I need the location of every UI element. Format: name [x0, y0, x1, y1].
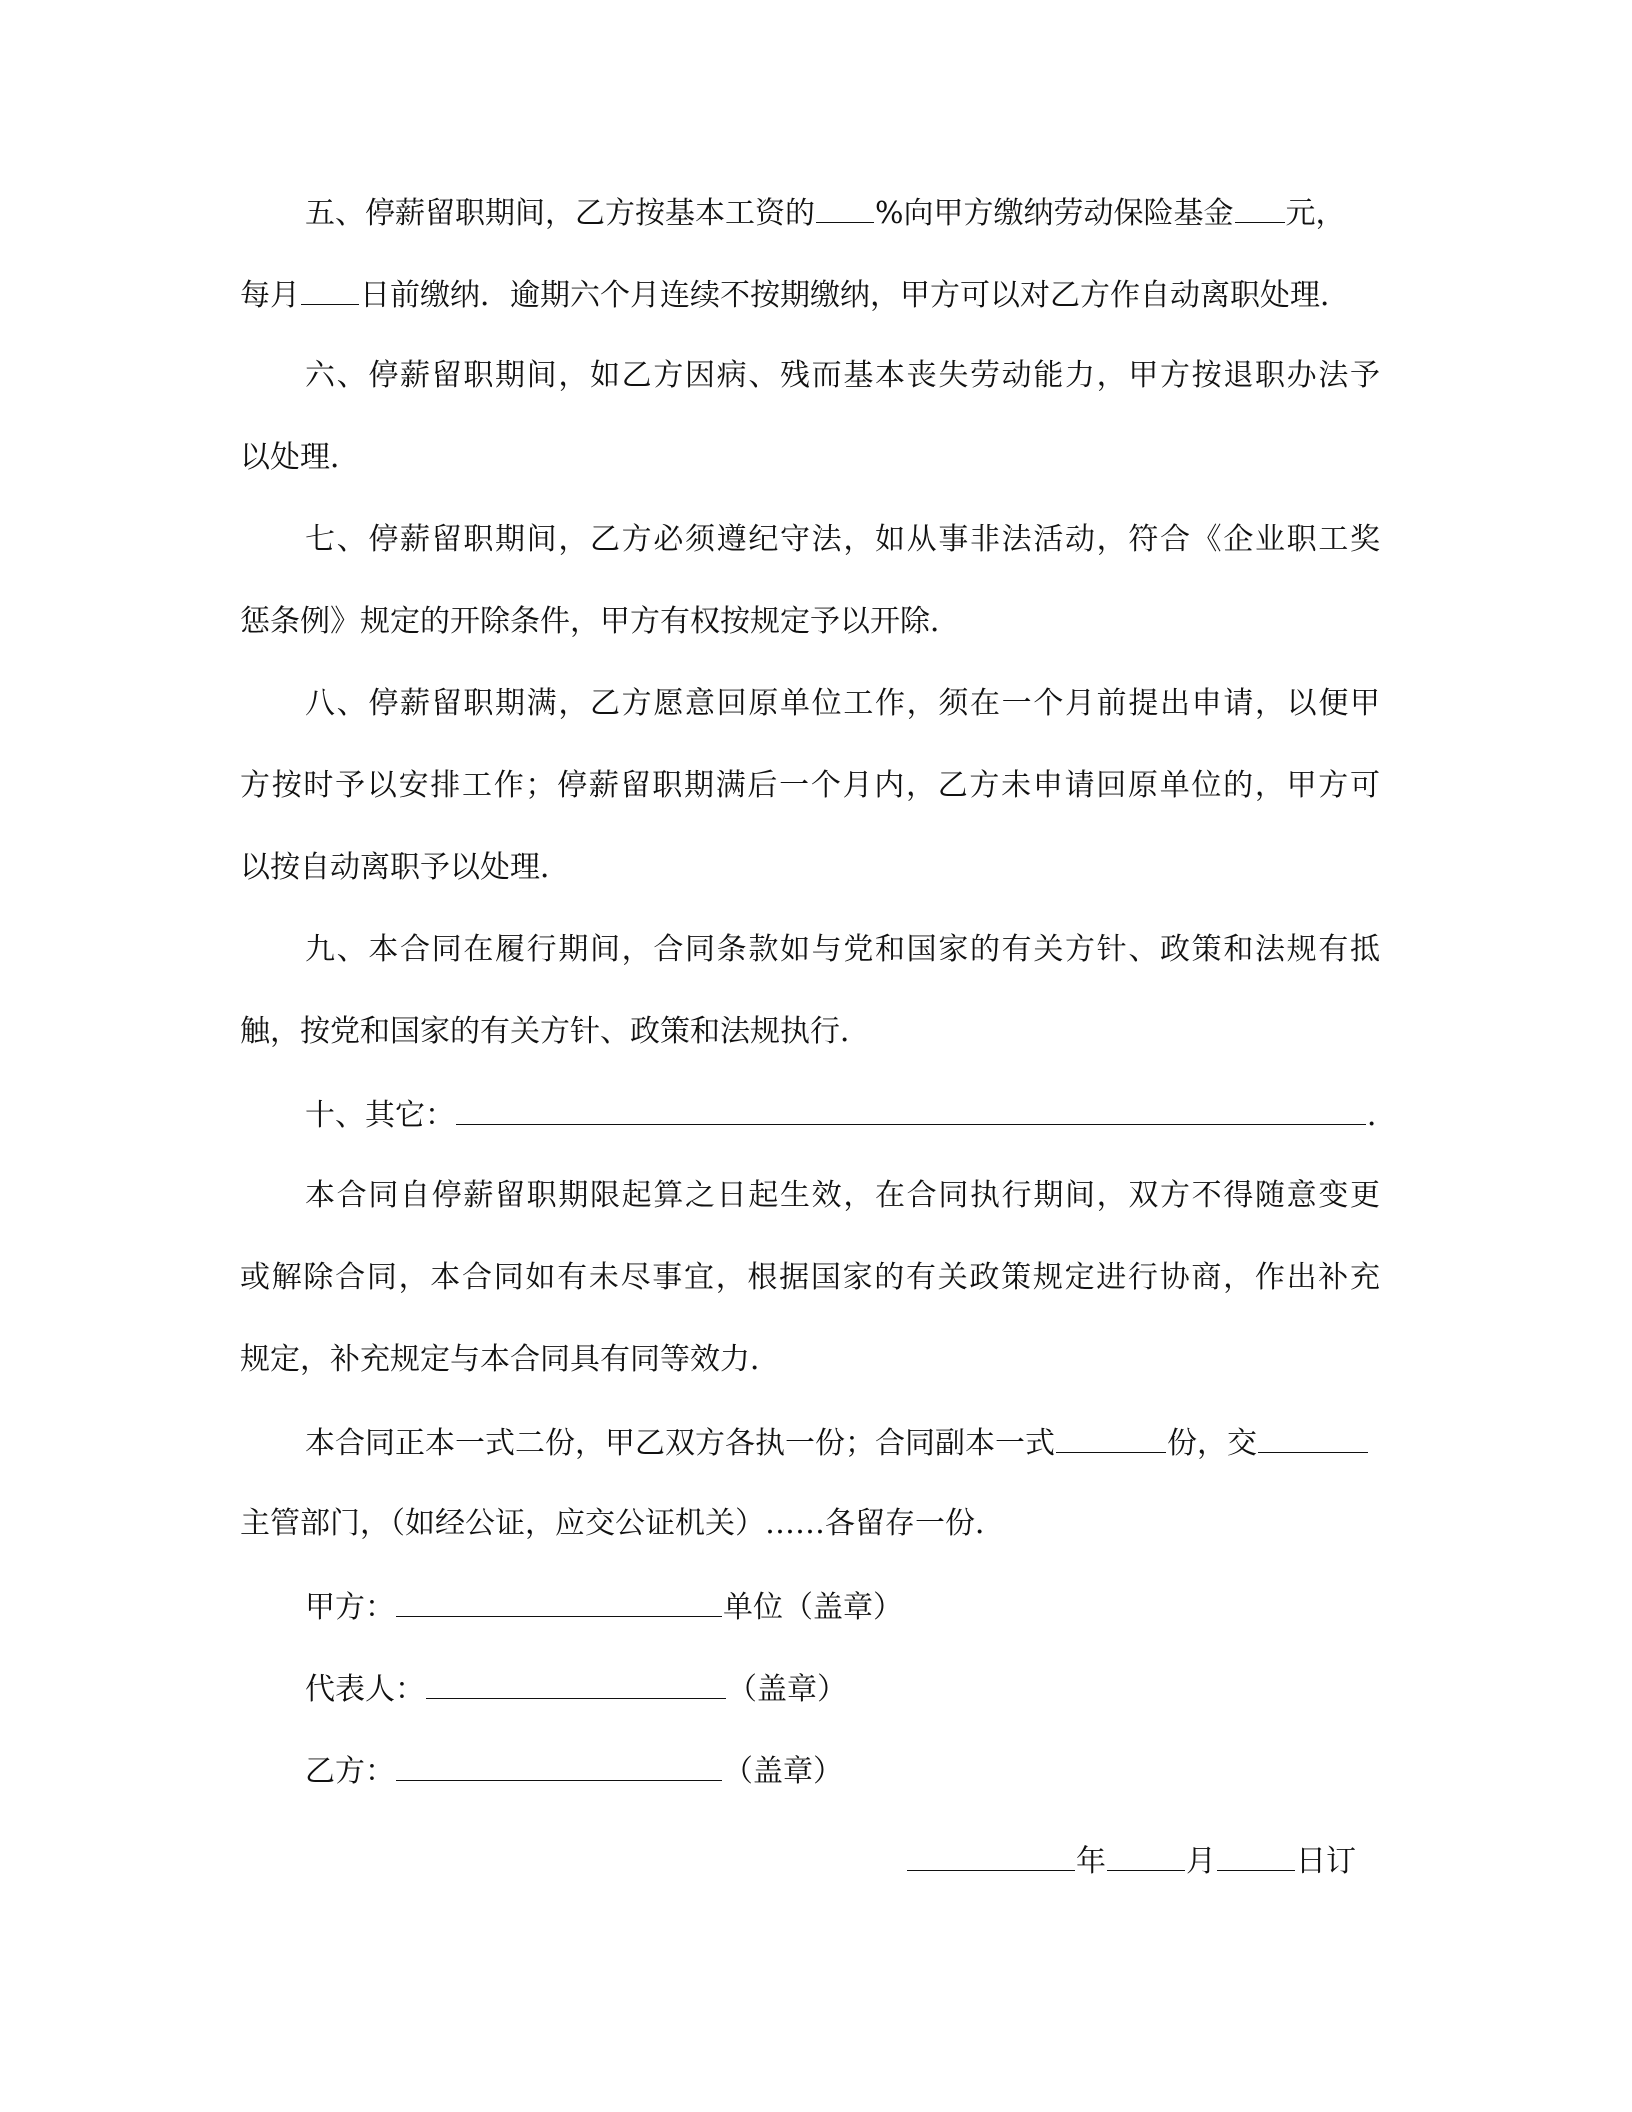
clause-7-line-2: 惩条例》规定的开除条件，甲方有权按规定予以开除．	[240, 604, 960, 639]
party-b-label: 乙方：	[305, 1754, 395, 1789]
representative-blank[interactable]	[426, 1668, 726, 1699]
copies-line-2: 主管部门，（如经公证，应交公证机关）……各留存一份．	[240, 1506, 1005, 1541]
month-blank[interactable]	[1107, 1840, 1185, 1871]
clause-5-text-c: 元，	[1285, 196, 1346, 231]
clause-5-text-d: 每月	[240, 278, 300, 313]
clause-10-label: 十、其它：	[305, 1098, 455, 1133]
day-blank[interactable]	[1217, 1840, 1295, 1871]
party-b-suffix: （盖章）	[723, 1754, 843, 1789]
representative-label: 代表人：	[305, 1672, 425, 1707]
payment-day-blank[interactable]	[301, 274, 359, 305]
effect-line-1: 本合同自停薪留职期限起算之日起生效，在合同执行期间，双方不得随意变更	[305, 1178, 1380, 1213]
year-blank[interactable]	[907, 1840, 1075, 1871]
insurance-amount-blank[interactable]	[1235, 192, 1285, 223]
party-b-signature-line	[305, 1750, 1380, 1790]
clause-9-line-1: 九、本合同在履行期间，合同条款如与党和国家的有关方针、政策和法规有抵	[305, 932, 1380, 967]
clause-8-line-1: 八、停薪留职期满，乙方愿意回原单位工作，须在一个月前提出申请，以便甲	[305, 686, 1380, 721]
clause-9-line-2: 触，按党和国家的有关方针、政策和法规执行．	[240, 1014, 870, 1049]
other-terms-blank[interactable]	[456, 1094, 1366, 1125]
percent-blank[interactable]	[816, 192, 874, 223]
copies-line-1	[305, 1422, 1380, 1462]
clause-5-text-e: 日前缴纳．逾期六个月连续不按期缴纳，甲方可以对乙方作自动离职处理．	[360, 278, 1350, 313]
clause-5-line-2	[240, 274, 1380, 314]
clause-5-line-1	[305, 192, 1380, 232]
year-label: 年	[1076, 1844, 1106, 1879]
clause-5-text-b: %向甲方缴纳劳动保险基金	[875, 196, 1234, 231]
party-b-blank[interactable]	[396, 1750, 722, 1781]
clause-8-line-3: 以按自动离职予以处理．	[240, 850, 570, 885]
representative-suffix: （盖章）	[727, 1672, 847, 1707]
clause-10-end: ．	[1367, 1098, 1397, 1133]
clause-8-line-2: 方按时予以安排工作；停薪留职期满后一个月内，乙方未申请回原单位的，甲方可	[240, 768, 1380, 803]
date-line	[906, 1840, 1356, 1880]
copy-count-blank[interactable]	[1056, 1422, 1166, 1453]
effect-line-3: 规定，补充规定与本合同具有同等效力．	[240, 1342, 780, 1377]
clause-5-text-a: 五、停薪留职期间，乙方按基本工资的	[305, 196, 815, 231]
copies-text-a: 本合同正本一式二份，甲乙双方各执一份；合同副本一式	[305, 1426, 1055, 1461]
clause-6-line-1: 六、停薪留职期间，如乙方因病、残而基本丧失劳动能力，甲方按退职办法予	[305, 358, 1380, 393]
party-a-suffix: 单位（盖章）	[723, 1590, 903, 1625]
clause-7-line-1: 七、停薪留职期间，乙方必须遵纪守法，如从事非法活动，符合《企业职工奖	[305, 522, 1380, 557]
clause-10-line	[305, 1094, 1397, 1134]
authority-blank[interactable]	[1258, 1422, 1368, 1453]
copies-text-b: 份，交	[1167, 1426, 1257, 1461]
month-label: 月	[1186, 1844, 1216, 1879]
party-a-label: 甲方：	[305, 1590, 395, 1625]
representative-signature-line	[305, 1668, 1380, 1708]
day-label: 日订	[1296, 1844, 1356, 1879]
clause-6-line-2: 以处理．	[240, 440, 360, 475]
effect-line-2: 或解除合同，本合同如有未尽事宜，根据国家的有关政策规定进行协商，作出补充	[240, 1260, 1380, 1295]
party-a-blank[interactable]	[396, 1586, 722, 1617]
party-a-signature-line	[305, 1586, 1380, 1626]
